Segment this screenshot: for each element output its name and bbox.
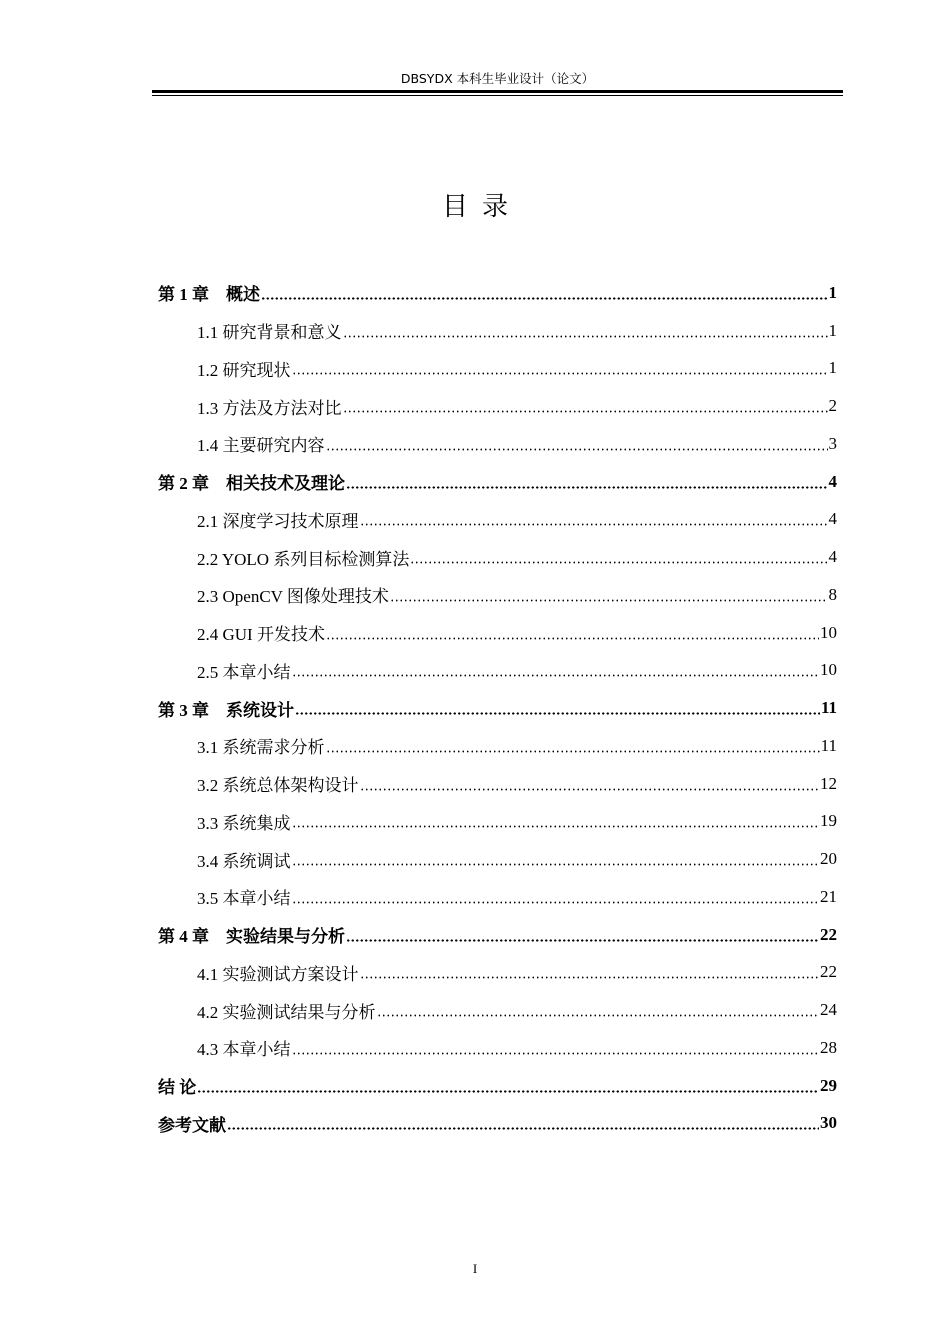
- toc-entry-page: 19: [820, 811, 837, 831]
- toc-entry-page: 22: [820, 962, 837, 982]
- toc-section-entry[interactable]: [158, 652, 837, 690]
- toc-entry-label: 4.2 实验测试结果与分析: [197, 1002, 376, 1022]
- toc-entry-label: 2.2 YOLO 系列目标检测算法: [197, 549, 410, 569]
- toc-entry-page: 21: [820, 886, 837, 906]
- toc-dot-leader: [292, 371, 828, 376]
- toc-dot-leader: [343, 334, 828, 339]
- toc-dot-leader: [292, 824, 820, 829]
- toc-dot-leader: [390, 598, 828, 603]
- toc-section-entry[interactable]: [158, 312, 837, 350]
- toc-section-entry[interactable]: [158, 425, 837, 463]
- toc-entry-label: 4.3 本章小结: [197, 1040, 291, 1060]
- toc-entry-label: 1.1 研究背景和意义: [197, 323, 342, 343]
- toc-chapter-entry[interactable]: [158, 689, 837, 727]
- toc-entry-page: 22: [820, 924, 837, 944]
- toc-entry-label: 第 4 章 实验结果与分析: [158, 927, 345, 947]
- table-of-contents: [158, 274, 837, 1142]
- toc-entry-label: 3.1 系统需求分析: [197, 738, 325, 758]
- toc-dot-leader: [360, 522, 828, 527]
- toc-chapter-entry[interactable]: [158, 274, 837, 312]
- toc-dot-leader: [346, 938, 819, 943]
- toc-dot-leader: [326, 749, 820, 754]
- toc-entry-page: 8: [828, 584, 837, 604]
- toc-entry-page: 4: [828, 547, 837, 567]
- toc-entry-label: 参考文献: [158, 1115, 226, 1135]
- toc-entry-page: 4: [828, 471, 837, 491]
- toc-dot-leader: [360, 975, 820, 980]
- toc-section-entry[interactable]: [158, 501, 837, 539]
- toc-entry-page: 11: [820, 735, 837, 755]
- toc-dot-leader: [346, 485, 828, 490]
- toc-entry-label: 3.4 系统调试: [197, 851, 291, 871]
- toc-entry-page: 1: [828, 320, 837, 340]
- toc-dot-leader: [292, 1051, 820, 1056]
- header-rule-thick: [152, 90, 843, 93]
- toc-entry-page: 10: [820, 660, 837, 680]
- toc-dot-leader: [295, 711, 820, 716]
- toc-section-entry[interactable]: [158, 350, 837, 388]
- toc-dot-leader: [261, 296, 828, 301]
- toc-entry-label: 第 1 章 概述: [158, 285, 260, 305]
- toc-dot-leader: [410, 560, 827, 565]
- toc-entry-page: 3: [828, 433, 837, 453]
- toc-section-entry[interactable]: [158, 991, 837, 1029]
- toc-chapter-entry[interactable]: [158, 916, 837, 954]
- toc-section-entry[interactable]: [158, 727, 837, 765]
- toc-dot-leader: [326, 636, 819, 641]
- toc-dot-leader: [343, 409, 828, 414]
- toc-section-entry[interactable]: [158, 803, 837, 841]
- toc-entry-page: 20: [820, 849, 837, 869]
- toc-title: 目录: [441, 192, 522, 222]
- toc-dot-leader: [292, 862, 820, 867]
- toc-section-entry[interactable]: [158, 1029, 837, 1067]
- toc-dot-leader: [292, 900, 820, 905]
- toc-entry-page: 11: [820, 698, 837, 718]
- toc-section-entry[interactable]: [158, 614, 837, 652]
- header-rule-thin: [152, 95, 843, 96]
- toc-entry-page: 1: [828, 282, 837, 302]
- toc-entry-label: 1.2 研究现状: [197, 360, 291, 380]
- toc-entry-label: 第 2 章 相关技术及理论: [158, 474, 345, 494]
- running-header: DBSYDX 本科生毕业设计（论文）: [400, 71, 595, 86]
- toc-section-entry[interactable]: [158, 765, 837, 803]
- toc-dot-leader: [197, 1089, 819, 1094]
- toc-entry-page: 28: [820, 1037, 837, 1057]
- toc-entry-page: 30: [820, 1113, 837, 1133]
- toc-dot-leader: [326, 447, 828, 452]
- toc-entry-label: 2.1 深度学习技术原理: [197, 511, 359, 531]
- toc-dot-leader: [360, 787, 820, 792]
- toc-section-entry[interactable]: [158, 387, 837, 425]
- toc-section-entry[interactable]: [158, 576, 837, 614]
- toc-entry-label: 2.3 OpenCV 图像处理技术: [197, 587, 389, 607]
- toc-section-entry[interactable]: [158, 954, 837, 992]
- toc-entry-page: 4: [828, 509, 837, 529]
- toc-entry-label: 第 3 章 系统设计: [158, 700, 294, 720]
- toc-section-entry[interactable]: [158, 840, 837, 878]
- toc-entry-label: 1.4 主要研究内容: [197, 436, 325, 456]
- toc-entry-label: 4.1 实验测试方案设计: [197, 964, 359, 984]
- toc-dot-leader: [292, 673, 820, 678]
- toc-entry-label: 2.4 GUI 开发技术: [197, 625, 325, 645]
- toc-entry-page: 2: [828, 396, 837, 416]
- toc-entry-label: 3.5 本章小结: [197, 889, 291, 909]
- toc-chapter-entry[interactable]: [158, 463, 837, 501]
- page-number: I: [472, 1261, 478, 1276]
- toc-entry-label: 3.2 系统总体架构设计: [197, 776, 359, 796]
- toc-entry-label: 结 论: [158, 1078, 197, 1098]
- toc-chapter-entry[interactable]: [158, 1067, 837, 1105]
- toc-section-entry[interactable]: [158, 538, 837, 576]
- toc-entry-page: 1: [828, 358, 837, 378]
- toc-entry-page: 29: [820, 1075, 837, 1095]
- toc-entry-label: 1.3 方法及方法对比: [197, 398, 342, 418]
- toc-entry-page: 12: [820, 773, 837, 793]
- toc-entry-label: 2.5 本章小结: [197, 662, 291, 682]
- toc-entry-page: 10: [820, 622, 837, 642]
- toc-entry-label: 3.3 系统集成: [197, 813, 291, 833]
- toc-section-entry[interactable]: [158, 878, 837, 916]
- toc-dot-leader: [377, 1013, 820, 1018]
- toc-chapter-entry[interactable]: [158, 1105, 837, 1143]
- toc-entry-page: 24: [820, 1000, 837, 1020]
- toc-dot-leader: [227, 1126, 819, 1131]
